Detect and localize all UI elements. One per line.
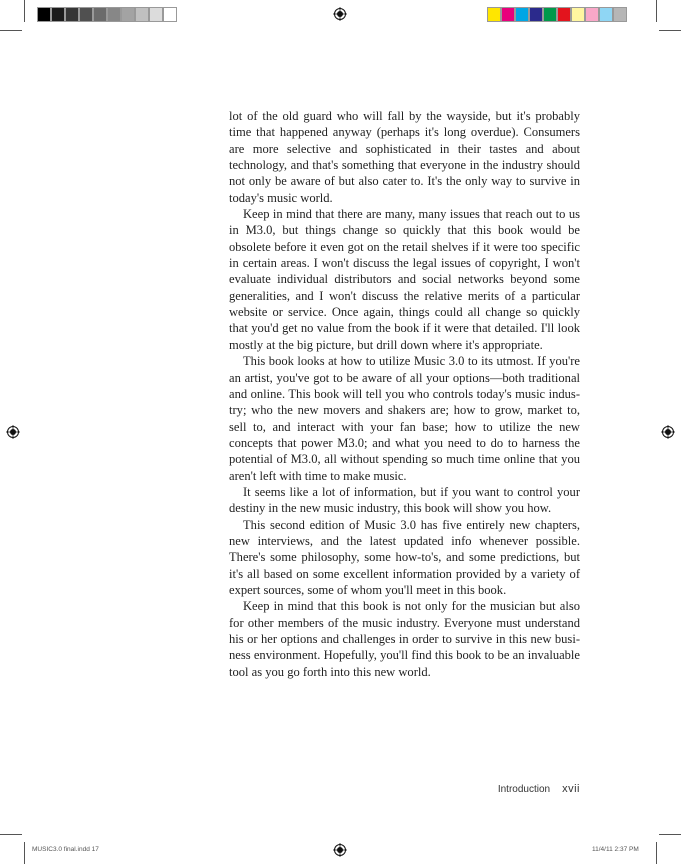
registration-mark-right-icon (661, 425, 675, 439)
body-text (229, 108, 580, 680)
gray-swatch (149, 7, 163, 22)
registration-mark-top-icon (333, 7, 347, 21)
gray-scale-bar (37, 7, 177, 22)
color-swatch (515, 7, 529, 22)
slug-filename: MUSIC3.0 final.indd 17 (32, 846, 99, 853)
gray-swatch (135, 7, 149, 22)
paragraph: It seems like a lot of information, but if you want to control your destiny in the new music industry, this book will show you how. (229, 484, 580, 516)
section-title: Introduction (497, 784, 551, 795)
color-swatch (529, 7, 543, 22)
color-swatch (501, 7, 515, 22)
crop-mark-bottom-right-h (659, 834, 681, 835)
color-swatch (571, 7, 585, 22)
gray-swatch (37, 7, 51, 22)
gray-swatch (79, 7, 93, 22)
gray-swatch (121, 7, 135, 22)
paragraph: This book looks at how to utilize Music 3.0 to its utmost. If you're an artist, you've got to be aware of all your options—both traditional and online. This book will tell you who controls today's music industry; who the new movers and shakers are; how to grow, market to, sell to, and interact with your fan base; how to utilize the new concepts that power M3.0; and what you need to do to harness the potential of M3.0, all without spending so much time online that you aren't left with time to make music. (229, 354, 580, 483)
gray-swatch (107, 7, 121, 22)
color-swatch (599, 7, 613, 22)
crop-mark-bottom-left-h (0, 834, 22, 835)
crop-mark-bottom-left-v (24, 842, 25, 864)
crop-mark-top-right-h (659, 30, 681, 31)
gray-swatch (163, 7, 177, 22)
registration-mark-left-icon (6, 425, 20, 439)
slug-datetime: 11/4/11 2:37 PM (592, 846, 639, 853)
page-number: xvii (562, 783, 580, 795)
paragraph: Keep in mind that this book is not only for the musician but also for other members of the music industry. Everyone must understand his or her options and challenges in order to survive in this new business environment. Hopefully, you'll find this book to be an invaluable tool as you go forth into this new world. (229, 599, 580, 679)
crop-mark-top-right-v (656, 0, 657, 22)
paragraph: This second edition of Music 3.0 has five entirely new chapters, new interviews, and the latest updated info whenever possible. There's some philosophy, some how-to's, and some predictions, but it's all based on some excellent information provided by a variety of expert sources, some of whom you'll meet in this book. (229, 517, 580, 597)
gray-swatch (65, 7, 79, 22)
color-swatch (557, 7, 571, 22)
crop-mark-top-left-h (0, 30, 22, 31)
running-footer (480, 783, 580, 795)
color-swatch (543, 7, 557, 22)
paragraph: Keep in mind that there are many, many issues that reach out to us in M3.0, but things change so quickly that this book would be obsolete before it even got on the retail shelves if it were too specific in certain areas. I won't discuss the legal issues of copyright, I won't evaluate individual distributors and social networks beyond some generalities, and I won't discuss the relative merits of a particular website or service. Once again, things could all change so quickly that you'd get no value from the book if it were that detailed. I'll look mostly at the big picture, but drill down where it's appropriate. (229, 207, 580, 352)
crop-mark-top-left-v (24, 0, 25, 22)
gray-swatch (93, 7, 107, 22)
registration-mark-bottom-icon (333, 843, 347, 857)
paragraph: lot of the old guard who will fall by the wayside, but it's probably time that happened anyway (perhaps it's long overdue). Consumers are more selective and sophisticated in their tastes and about technology, and that's something that everyone in the industry should not only be aware of but also cater to. It's the only way to survive in today's music world. (229, 109, 580, 205)
gray-swatch (51, 7, 65, 22)
color-bar (487, 7, 627, 22)
color-swatch (487, 7, 501, 22)
color-swatch (585, 7, 599, 22)
crop-mark-bottom-right-v (656, 842, 657, 864)
color-swatch (613, 7, 627, 22)
